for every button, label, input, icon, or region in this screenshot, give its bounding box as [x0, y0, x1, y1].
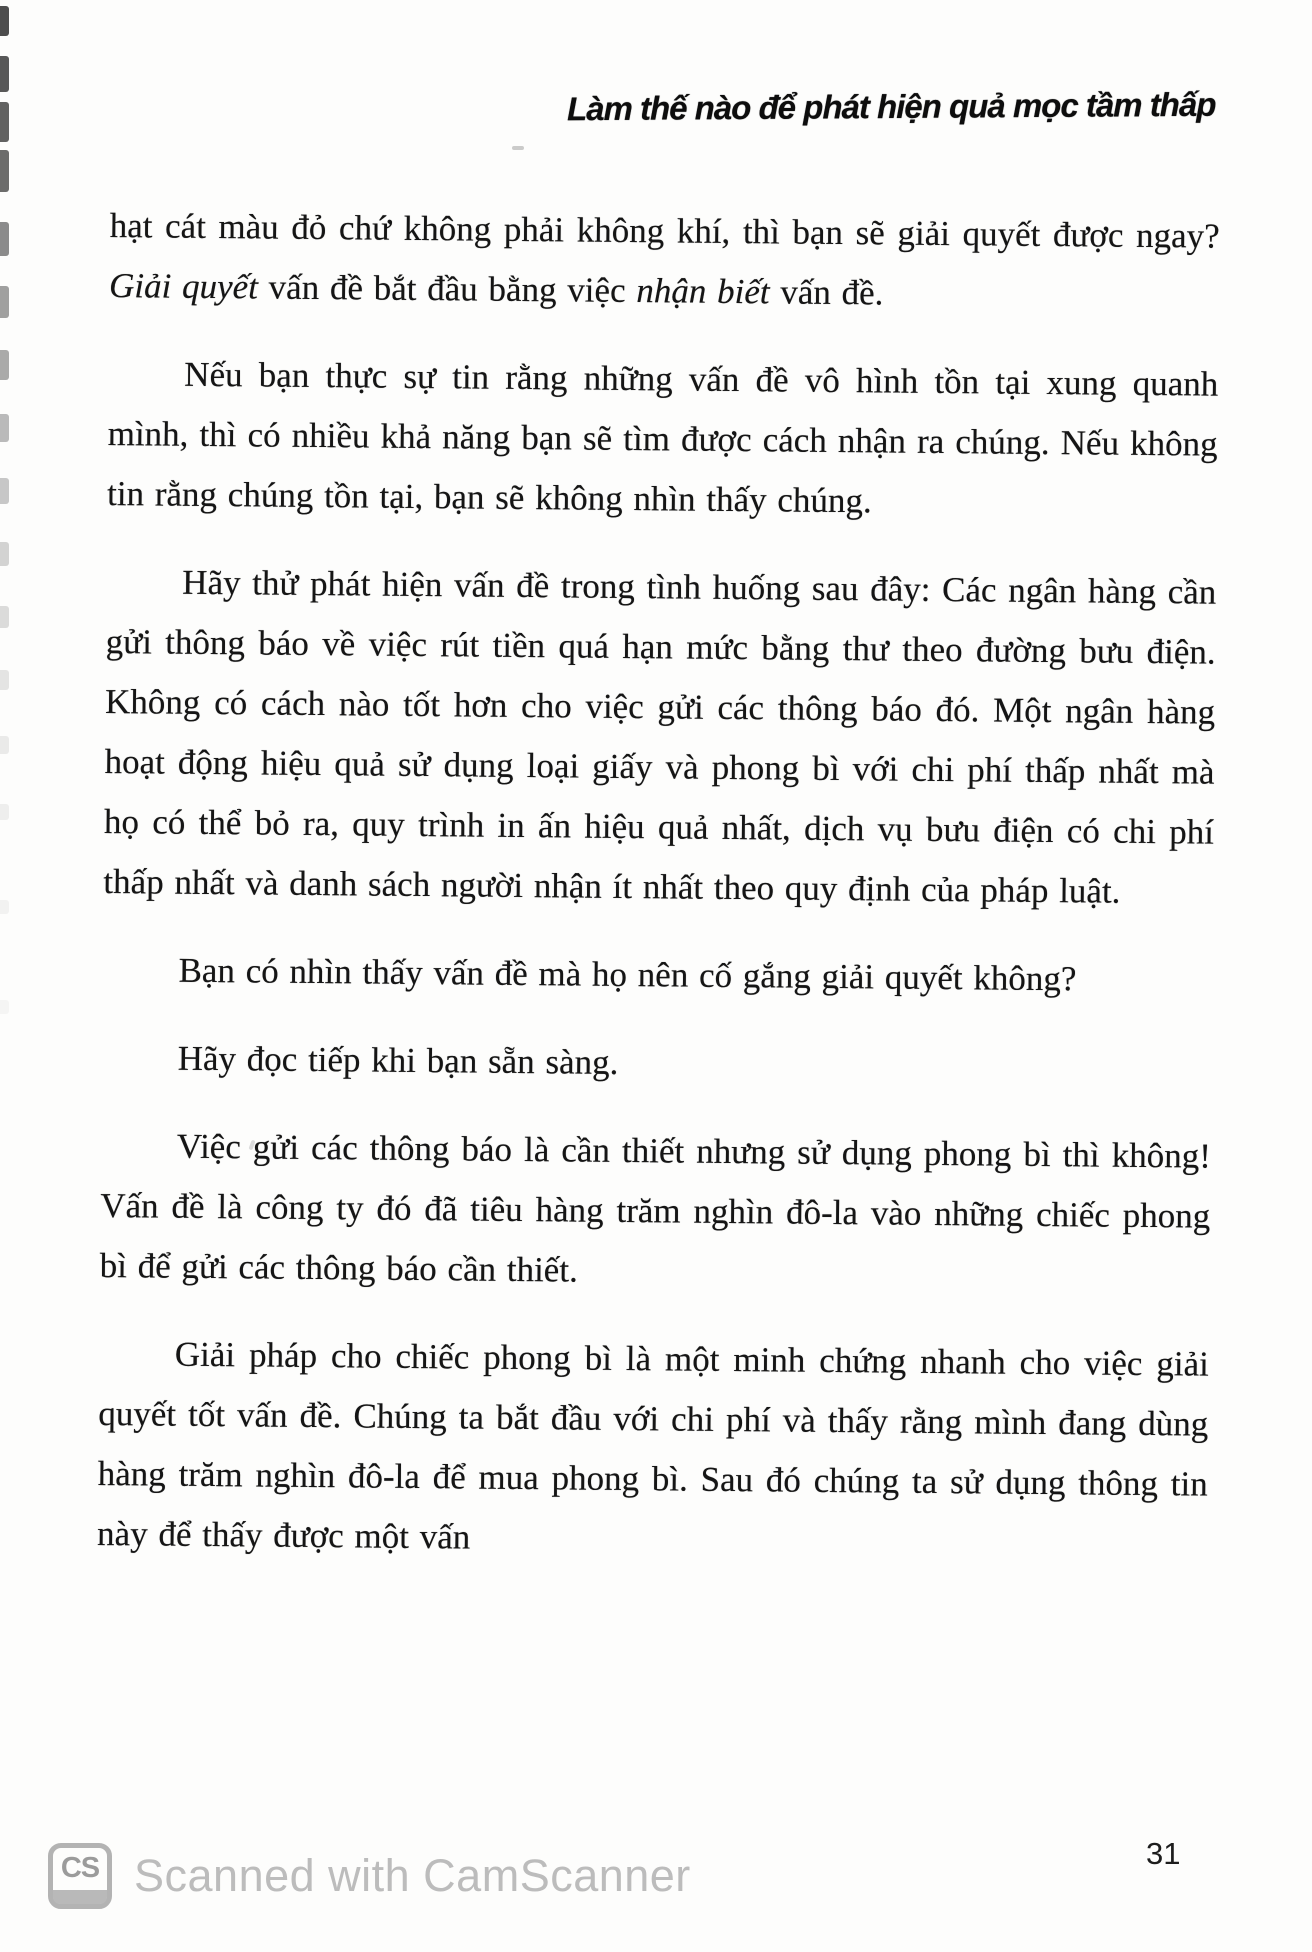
paragraph-1-text: vấn đề bắt đầu bằng việc: [257, 267, 637, 311]
paragraph-6: Việc gửi các thông báo là cần thiết nhưng sử dụng phong bì thì không! Vấn đề là công ty đó đã tiêu hàng trăm nghìn đô-la vào những chiếc phong bì để gửi các thông báo cần thiết.: [99, 1126, 1212, 1290]
camscanner-logo-base: [53, 1890, 107, 1904]
paragraph-1: [109, 196, 1220, 327]
emphasis-text: nhận biết: [636, 271, 770, 312]
paragraph-7: Giải pháp cho chiếc phong bì là một minh chứng nhanh cho việc giải quyết tốt vấn đề. Chúng ta bắt đầu với chi phí và thấy rằng mình đang dùng hàng trăm nghìn đô-la để mua phong bì. Sau đó chúng ta sử dụng thông tin này để thấy được một vấn: [96, 1334, 1210, 1557]
paragraph-1-text: vấn đề.: [769, 272, 884, 313]
page-number: 31: [1146, 1836, 1181, 1871]
paragraph-1-text: hạt cát màu đỏ chứ không phải không khí, thì bạn sẽ giải quyết được ngay?: [109, 205, 1220, 256]
camscanner-logo-label: CS: [60, 1852, 100, 1884]
paragraph-4: Bạn có nhìn thấy vấn đề mà họ nên cố gắng giải quyết không?: [178, 950, 1077, 999]
camscanner-logo-icon: [48, 1843, 112, 1909]
paragraph-3: Hãy thử phát hiện vấn đề trong tình huống sau đây: Các ngân hàng cần gửi thông báo về việc rút tiền quá hạn mức bằng thư theo đường bưu điện. Không có cách nào tốt hơn cho việc gửi các thông báo đó. Một ngân hàng hoạt động hiệu quả sử dụng loại giấy và phong bì với chi phí thấp nhất mà họ có thể bỏ ra, quy trình in ấn hiệu quả nhất, dịch vụ bưu điện có chi phí thấp nhất và danh sách người nhận ít nhất theo quy định của pháp luật.: [103, 562, 1217, 911]
paragraph-2: Nếu bạn thực sự tin rằng những vấn đề vô hình tồn tại xung quanh mình, thì có nhiều khả năng bạn sẽ tìm được cách nhận ra chúng. Nếu không tin rằng chúng tồn tại, bạn sẽ không nhìn thấy chúng.: [106, 354, 1219, 521]
watermark-text: Scanned with CamScanner: [134, 1850, 691, 1901]
scan-speck: [512, 146, 524, 150]
camscanner-watermark: [48, 1843, 691, 1909]
emphasis-text: Giải quyết: [108, 265, 259, 307]
page-body: [97, 196, 1220, 1603]
paragraph-5: Hãy đọc tiếp khi bạn sẵn sàng.: [177, 1038, 619, 1082]
running-header: Làm thế nào để phát hiện quả mọc tầm thấp: [566, 85, 1216, 128]
